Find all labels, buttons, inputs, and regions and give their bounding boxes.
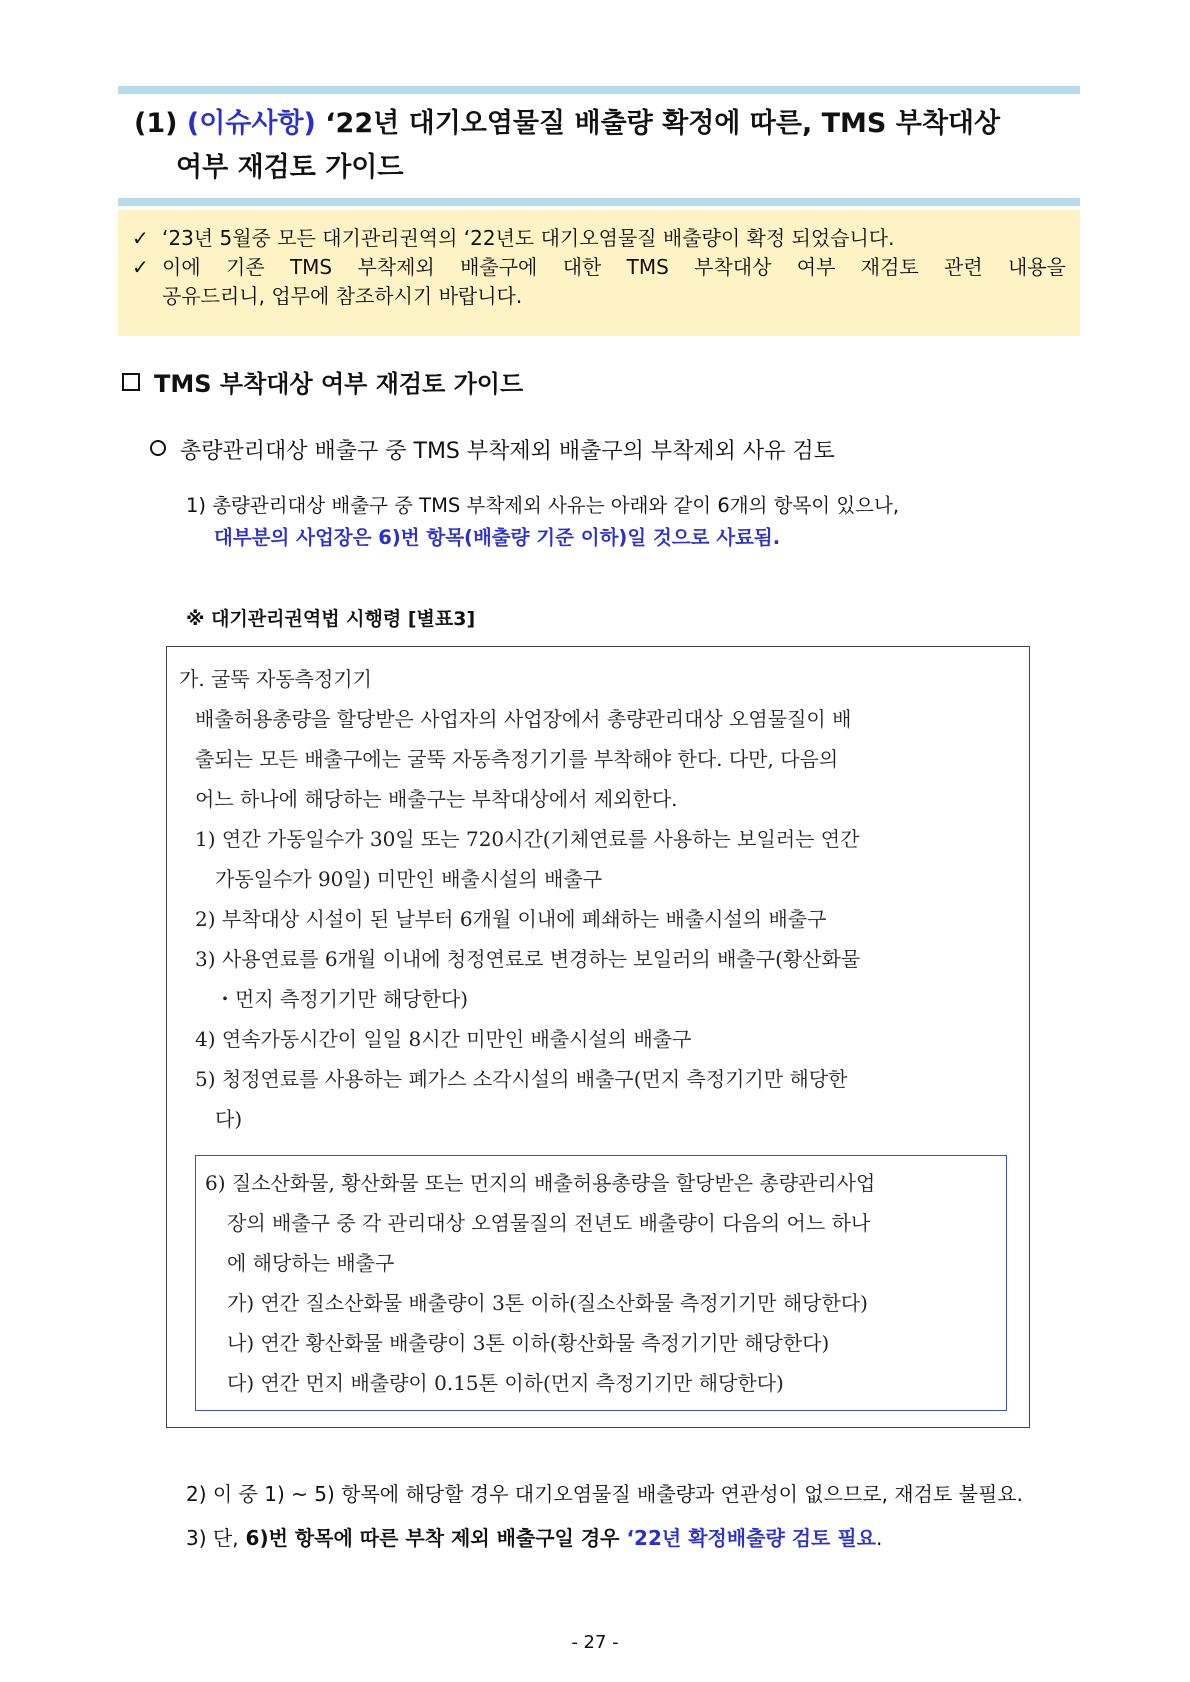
notice-box <box>118 210 1080 336</box>
law-line: 배출허용총량을 할당받은 사업자의 사업장에서 총량관리대상 오염물질이 배 <box>195 707 852 731</box>
law-line: 6) 질소산화물, 황산화물 또는 먼지의 배출허용총량을 할당받은 총량관리사업 <box>205 1171 876 1195</box>
list-item-1-text: 1) 총량관리대상 배출구 중 TMS 부착제외 사유는 아래와 같이 6개의 항목이 있으나, <box>186 494 900 517</box>
law-line: ・먼지 측정기기만 해당한다) <box>215 987 469 1011</box>
law-line: 5) 청정연료를 사용하는 폐가스 소각시설의 배출구(먼지 측정기기만 해당한 <box>195 1067 848 1091</box>
law-line: 출되는 모든 배출구에는 굴뚝 자동측정기기를 부착해야 한다. 다만, 다음의 <box>195 747 839 771</box>
circle-bullet-icon <box>150 440 166 456</box>
title-bottom-bar <box>118 198 1080 206</box>
title-block <box>118 86 1080 206</box>
law-line: 다) 연간 먼지 배출량이 0.15톤 이하(먼지 측정기기만 해당한다) <box>227 1371 784 1395</box>
law-line: 다) <box>215 1107 243 1131</box>
notice-item <box>132 224 1066 253</box>
law-line: 1) 연간 가동일수가 30일 또는 720시간(기체연료를 사용하는 보일러는 연간 <box>195 827 860 851</box>
square-bullet-icon <box>122 373 140 391</box>
title-line-2: 여부 재검토 가이드 <box>176 152 404 183</box>
law-line: 3) 사용연료를 6개월 이내에 청정연료로 변경하는 보일러의 배출구(황산화물 <box>195 947 861 971</box>
list-item-1 <box>186 490 899 554</box>
list-item-3 <box>186 1522 882 1551</box>
list-item-2: 2) 이 중 1) ~ 5) 항목에 해당할 경우 대기오염물질 배출량과 연관성이 없으므로, 재검토 불필요. <box>186 1482 1023 1506</box>
law-line: 가동일수가 90일) 미만인 배출시설의 배출구 <box>215 867 603 891</box>
reference-label: ※ 대기관리권역법 시행령 [별표3] <box>186 608 476 630</box>
law-line: 2) 부착대상 시설이 된 날부터 6개월 이내에 폐쇄하는 배출시설의 배출구 <box>195 907 827 931</box>
law-line: 에 해당하는 배출구 <box>227 1251 395 1275</box>
page-title <box>118 94 1080 198</box>
list-item-3-prefix: 3) 단, <box>186 1526 239 1550</box>
notice-item-text: ‘23년 5월중 모든 대기관리권역의 ‘22년도 대기오염물질 배출량이 확정 되었습니다. <box>162 226 895 250</box>
sub-heading <box>150 434 835 465</box>
law-line: 어느 하나에 해당하는 배출구는 부착대상에서 제외한다. <box>195 787 678 811</box>
section-heading <box>122 364 523 399</box>
notice-item-text: 이에 기존 TMS 부착제외 배출구에 대한 TMS 부착대상 여부 재검토 관련 내용을 <box>162 255 1066 279</box>
notice-item-continuation: 공유드리니, 업무에 참조하시기 바랍니다. <box>162 284 523 308</box>
page-number: - 27 - <box>571 1632 619 1653</box>
notice-item <box>132 253 1066 282</box>
title-line-1 <box>134 102 1064 146</box>
law-line: 가) 연간 질소산화물 배출량이 3톤 이하(질소산화물 측정기기만 해당한다) <box>227 1291 868 1315</box>
check-icon: ✓ <box>132 226 149 250</box>
list-item-1-highlight: 대부분의 사업장은 6)번 항목(배출량 기준 이하)일 것으로 사료됨. <box>214 526 781 549</box>
list-item-3-highlight: ‘22년 확정배출량 검토 필요 <box>619 1526 876 1550</box>
title-number: (1) <box>134 108 178 139</box>
title-issue-tag: (이슈사항) <box>186 108 316 139</box>
law-line: 장의 배출구 중 각 관리대상 오염물질의 전년도 배출량이 다음의 어느 하나 <box>227 1211 871 1235</box>
law-line: 4) 연속가동시간이 일일 8시간 미만인 배출시설의 배출구 <box>195 1027 692 1051</box>
sub-heading-text: 총량관리대상 배출구 중 TMS 부착제외 배출구의 부착제외 사유 검토 <box>180 439 835 464</box>
law-line: 나) 연간 황산화물 배출량이 3톤 이하(황산화물 측정기기만 해당한다) <box>227 1331 830 1355</box>
title-line-1-text: ‘22년 대기오염물질 배출량 확정에 따른, TMS 부착대상 <box>325 108 1001 139</box>
law-line: 가. 굴뚝 자동측정기기 <box>179 667 372 691</box>
list-item-3-suffix: . <box>875 1526 883 1550</box>
check-icon: ✓ <box>132 255 149 279</box>
list-item-3-bold: 6)번 항목에 따른 부착 제외 배출구일 경우 <box>238 1526 620 1550</box>
section-heading-text: TMS 부착대상 여부 재검토 가이드 <box>154 370 524 398</box>
law-excerpt-box <box>166 646 1030 1428</box>
title-top-bar <box>118 86 1080 94</box>
